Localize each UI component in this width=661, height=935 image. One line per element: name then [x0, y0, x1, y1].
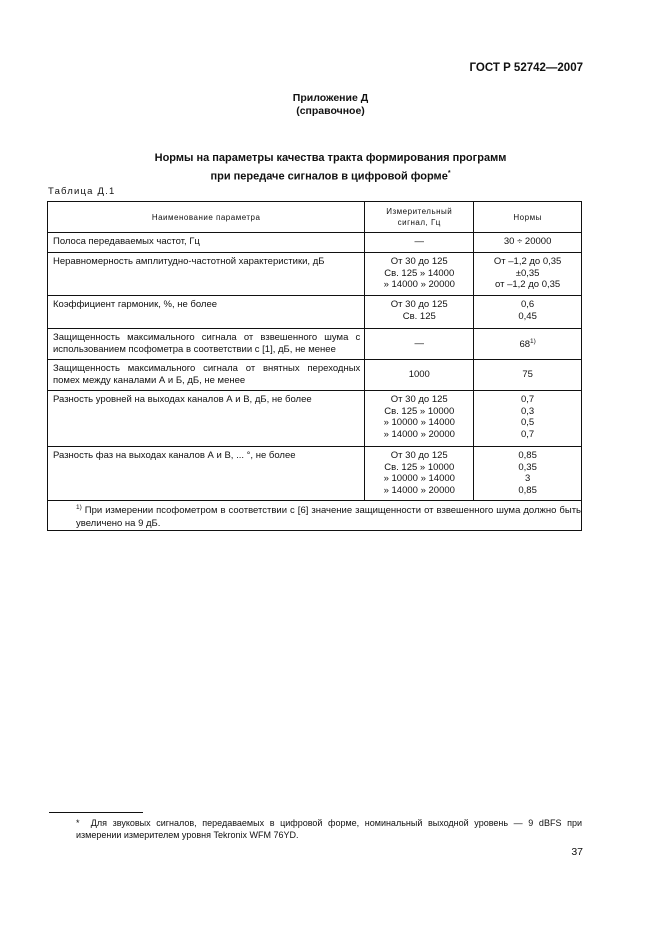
table-heading [0, 151, 661, 185]
norm-footnote-marker: 1) [530, 338, 536, 346]
heading-footnote-marker: * [447, 170, 451, 177]
column-header-signal: Измерительный сигнал, Гц [365, 202, 474, 233]
table-row [48, 233, 582, 253]
table-header-row [48, 202, 582, 233]
appendix-status: (справочное) [296, 105, 365, 117]
signal-cell: — [365, 329, 474, 360]
parameter-name: Коэффициент гармоник, %, не более [48, 296, 365, 329]
table-row [48, 329, 582, 360]
footnote-marker: * [76, 818, 80, 828]
parameter-name: Защищенность максимального сигнала от взвешенного шума с использованием псофометра в соответствии с [1], дБ, не менее [48, 329, 365, 360]
footnote-text: Для звуковых сигналов, передаваемых в цифровой форме, номинальный выходной уровень — 9 dBFS при измерении измерителем уровня Tekronix WFM 76YD. [76, 818, 582, 840]
page-number: 37 [571, 846, 583, 858]
signal-cell: От 30 до 125 Св. 125 [365, 296, 474, 329]
signal-cell: От 30 до 125 Св. 125 » 10000 » 10000 » 14000 » 14000 » 20000 [365, 391, 474, 447]
norm-cell: От –1,2 до 0,35 ±0,35 от –1,2 до 0,35 [474, 253, 582, 296]
column-header-norms: Нормы [474, 202, 582, 233]
norm-cell: 0,6 0,45 [474, 296, 582, 329]
appendix-label: Приложение Д [292, 92, 369, 104]
table-label: Таблица Д.1 [48, 186, 116, 197]
norm-cell: 75 [474, 360, 582, 391]
signal-cell: 1000 [365, 360, 474, 391]
table-row [48, 253, 582, 296]
norm-cell: 0,7 0,3 0,5 0,7 [474, 391, 582, 447]
appendix-title [0, 92, 661, 118]
parameter-name: Защищенность максимального сигнала от внятных переходных помех между каналами А и Б, дБ, не менее [48, 360, 365, 391]
parameter-name: Полоса передаваемых частот, Гц [48, 233, 365, 253]
norm-cell: 68$^{1)}$ [474, 329, 582, 360]
norm-cell: 0,85 0,35 3 0,85 [474, 447, 582, 501]
signal-cell: От 30 до 125 Св. 125 » 10000 » 10000 » 14000 » 14000 » 20000 [365, 447, 474, 501]
table-heading-line-1: Нормы на параметры качества тракта формирования программ [154, 152, 507, 164]
table-row [48, 447, 582, 501]
table-note [48, 501, 582, 531]
table-row [48, 391, 582, 447]
note-text: При измерении псофометром в соответствии с [6] значение защищенности от взвешенного шума должно быть увеличено на 9 дБ. [76, 505, 581, 530]
table-heading-line-2: при передаче сигналов в цифровой форме* [210, 170, 451, 183]
parameter-name: Разность уровней на выходах каналов А и В, дБ, не более [48, 391, 365, 447]
table-row [48, 360, 582, 391]
parameter-name: Неравномерность амплитудно-частотной характеристики, дБ [48, 253, 365, 296]
note-marker: 1) [76, 504, 82, 511]
footnote-divider [49, 812, 143, 813]
parameters-table [47, 201, 582, 531]
parameter-name: Разность фаз на выходах каналов А и В, ... °, не более [48, 447, 365, 501]
signal-cell: От 30 до 125 Св. 125 » 14000 » 14000 » 20000 [365, 253, 474, 296]
table-row [48, 296, 582, 329]
norm-cell: 30 ÷ 20000 [474, 233, 582, 253]
footnote [48, 817, 582, 841]
signal-cell: — [365, 233, 474, 253]
column-header-parameter: Наименование параметра [48, 202, 365, 233]
standard-number: ГОСТ Р 52742—2007 [469, 62, 583, 74]
table-note-row [48, 501, 582, 531]
